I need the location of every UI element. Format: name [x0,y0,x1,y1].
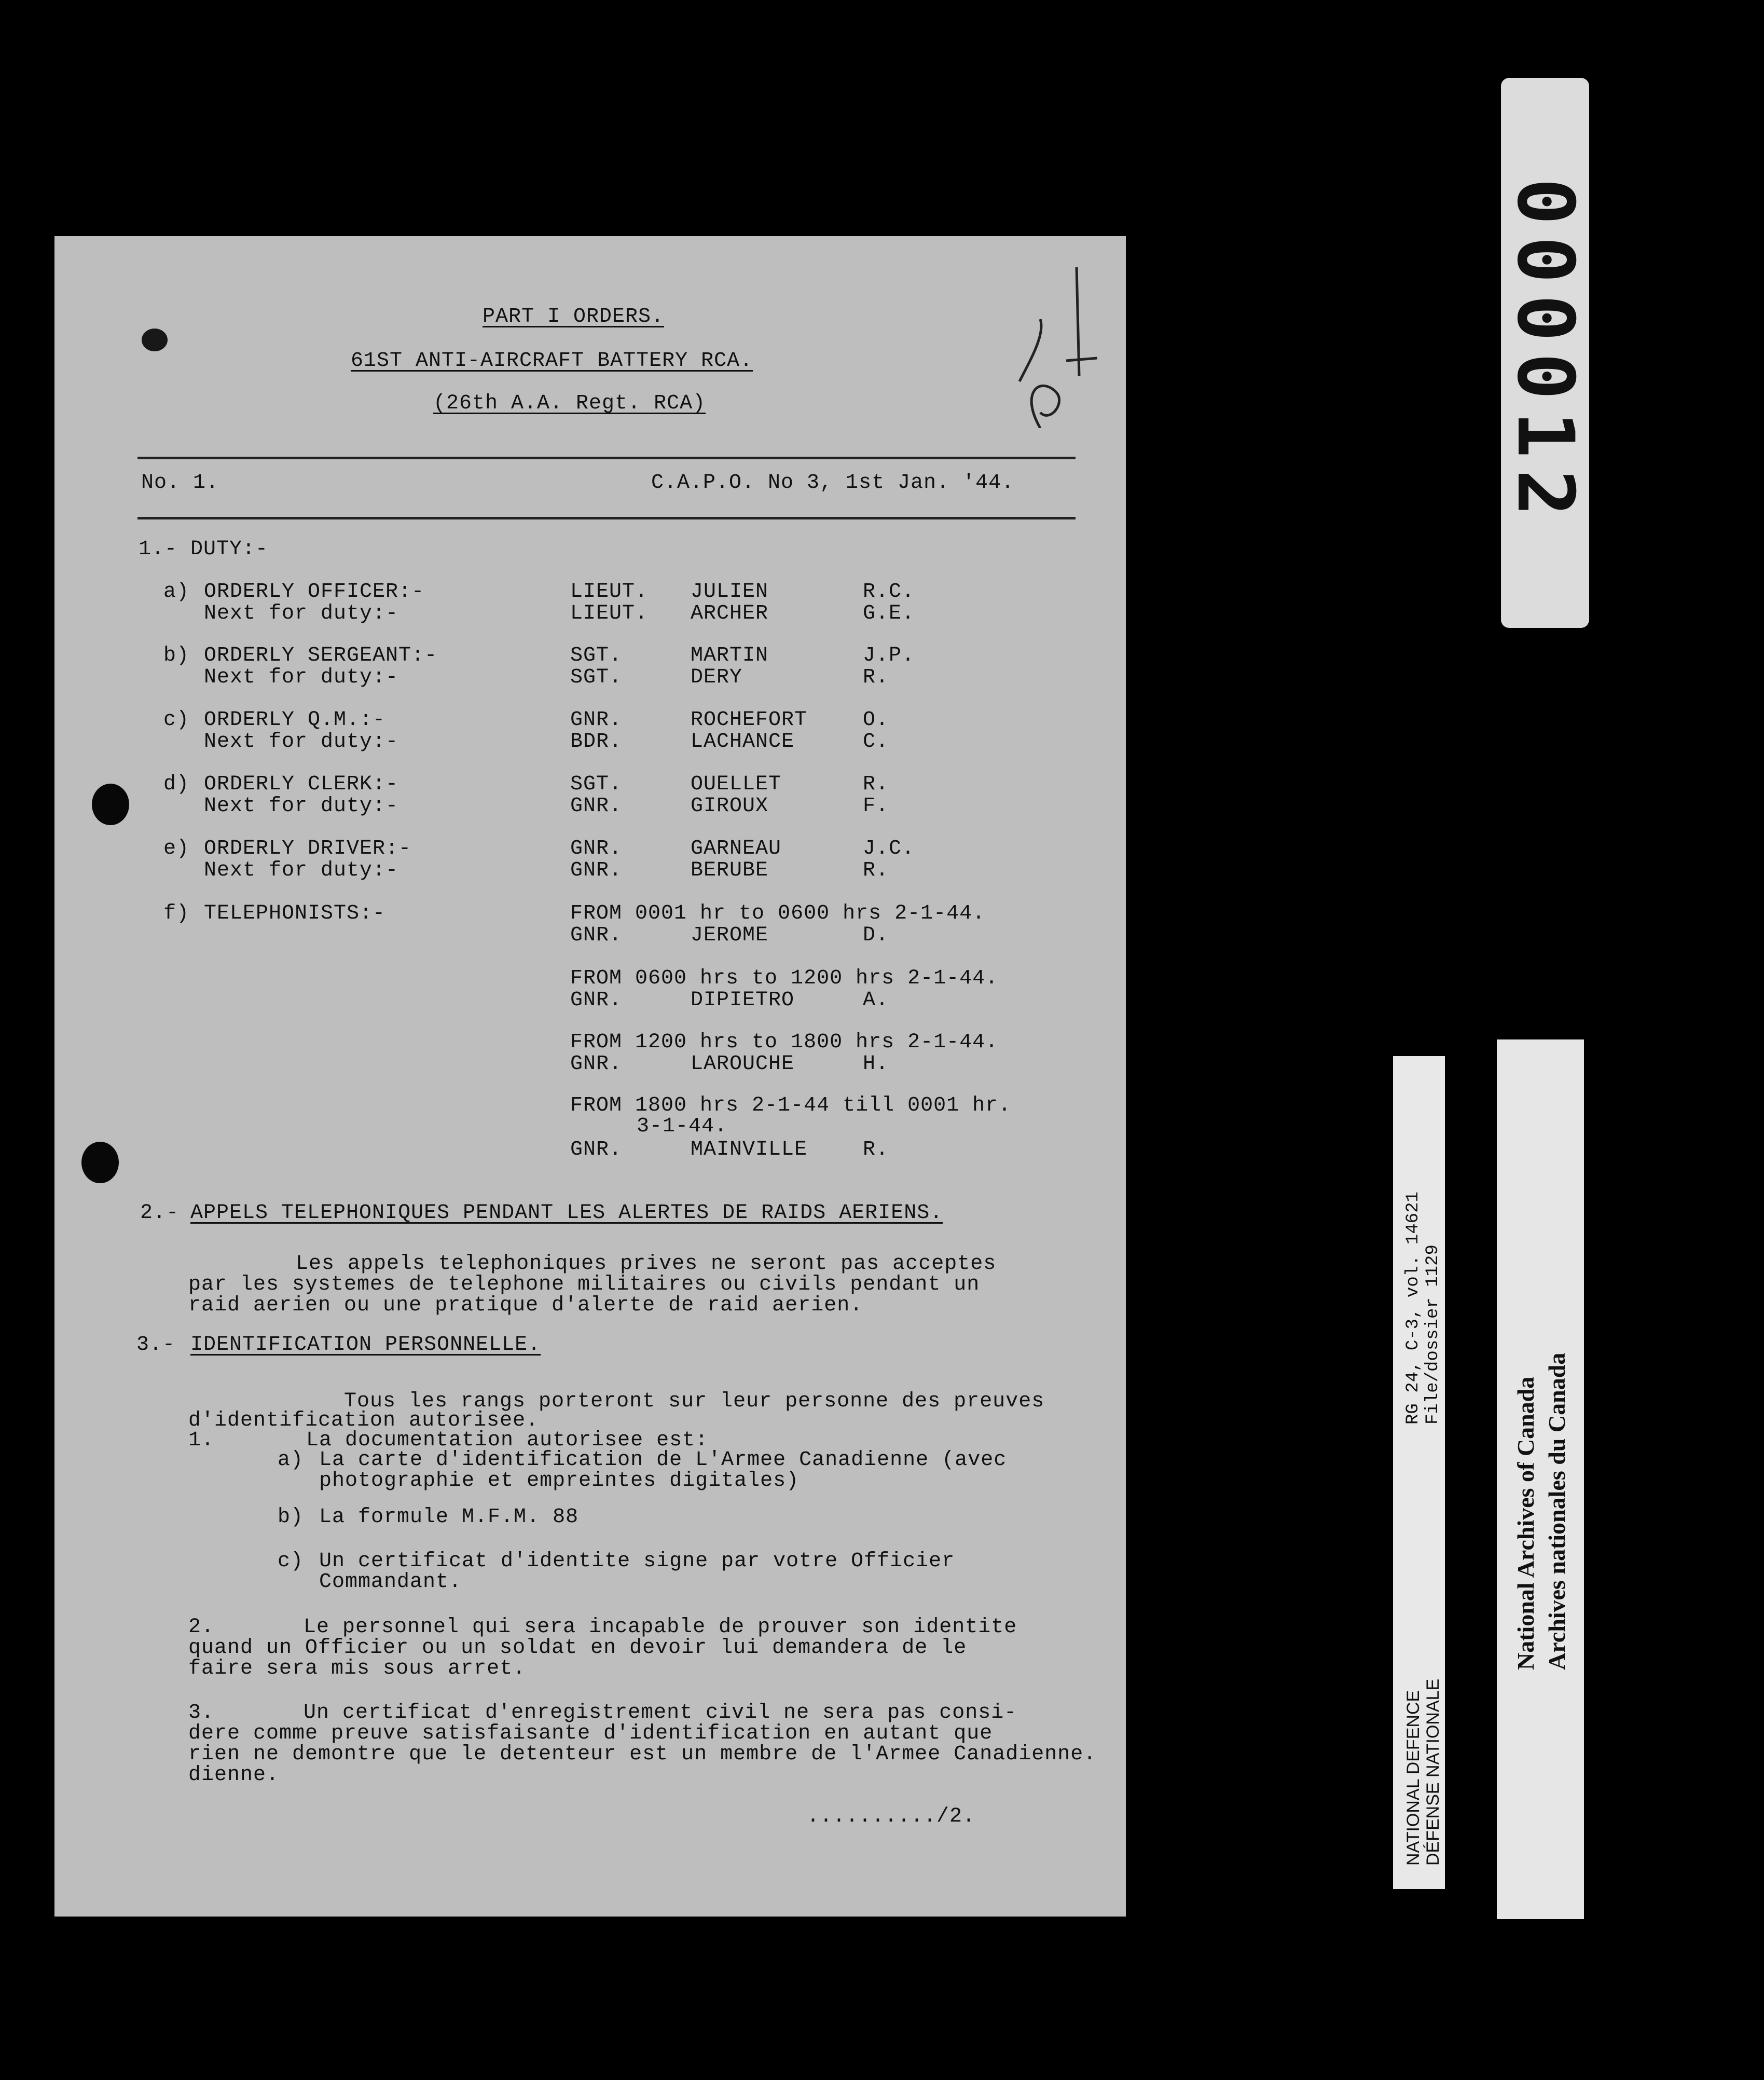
row-init: R. [863,666,889,689]
reference-label [1393,1056,1445,1889]
continuation-mark: ........../2. [807,1805,976,1828]
row-role: Next for duty:- [204,859,399,882]
row-init: R. [863,859,889,882]
row-role: Next for duty:- [204,730,399,754]
row-init: J.C. [863,837,915,860]
row-rank: GNR. [570,708,623,732]
shift-time: FROM 1200 hrs to 1800 hrs 2-1-44. [570,1031,999,1054]
row-rank: SGT. [570,666,623,689]
row-init: G.E. [863,602,915,625]
shift-name: JEROME [691,924,769,947]
row-role: ORDERLY CLERK:- [204,773,399,796]
row-name: GIROUX [691,795,769,818]
item-letter: a) [278,1448,304,1472]
row-init: C. [863,730,889,754]
row-rank: SGT. [570,644,623,667]
paragraph-line: dere comme preuve satisfaisante d'identification en autant que [188,1722,993,1745]
row-letter: e) [163,837,190,860]
row-name: ROCHEFORT [691,708,808,732]
shift-rank: GNR. [570,924,623,947]
order-number: No. 1. [141,471,219,495]
row-letter: f) [163,902,190,925]
item-letter: c) [278,1550,304,1573]
para-number: 1. [188,1429,215,1452]
row-role: Next for duty:- [204,602,399,625]
shift-name: LAROUCHE [691,1052,795,1076]
item-line: La carte d'identification de L'Armee Canadienne (avec [319,1448,1007,1472]
row-name: DERY [691,666,743,689]
department-line: DÉFENSE NATIONALE [1423,1678,1443,1866]
shift-init: D. [863,924,889,947]
paragraph-line: par les systemes de telephone militaires ou civils pendant un [188,1273,980,1296]
item-line: La formule M.F.M. 88 [319,1506,579,1529]
row-role: Next for duty:- [204,666,399,689]
row-role: ORDERLY OFFICER:- [204,580,425,604]
divider [137,517,1076,519]
row-name: ARCHER [691,602,769,625]
row-letter: d) [163,773,190,796]
row-rank: GNR. [570,837,623,860]
row-letter: b) [163,644,190,667]
para-number: 3. [188,1701,215,1725]
shift-rank: GNR. [570,1052,623,1076]
punch-hole [92,784,129,825]
shift-init: R. [863,1138,889,1161]
paragraph-line: rien ne demontre que le detenteur est un membre de l'Armee Canadienne. [188,1743,1097,1766]
row-rank: BDR. [570,730,623,754]
item-line: photographie et empreintes digitales) [319,1469,800,1493]
row-init: R. [863,773,889,796]
item-line: Commandant. [319,1570,462,1594]
row-rank: GNR. [570,795,623,818]
paragraph-line: d'identification autorisee. [188,1409,539,1432]
row-name: LACHANCE [691,730,795,754]
row-letter: c) [163,708,190,732]
shift-time: FROM 1800 hrs 2-1-44 till 0001 hr. [570,1094,1012,1117]
shift-rank: GNR. [570,989,623,1012]
paragraph-line: quand un Officier ou un soldat en devoir lui demandera de le [188,1636,967,1660]
paragraph-line: raid aerien ou une pratique d'alerte de raid aerien. [188,1294,863,1317]
row-name: MARTIN [691,644,769,667]
shift-date: 3-1-44. [637,1115,728,1138]
shift-time: FROM 0001 hr to 0600 hrs 2-1-44. [570,902,986,925]
row-letter: a) [163,580,190,604]
row-rank: GNR. [570,859,623,882]
handwritten-annotation [1009,257,1097,428]
row-init: F. [863,795,889,818]
ink-spot [142,329,168,351]
row-rank: LIEUT. [570,602,649,625]
place-date: C.A.P.O. No 3, 1st Jan. '44. [651,471,1015,495]
item-letter: b) [278,1506,304,1529]
row-rank: SGT. [570,773,623,796]
archive-line: National Archives of Canada [1512,1376,1539,1670]
shift-init: H. [863,1052,889,1076]
paragraph-line: faire sera mis sous arret. [188,1657,526,1680]
frame-number-strip [1501,78,1589,628]
doc-regiment: (26th A.A. Regt. RCA) [433,392,706,415]
row-init: J.P. [863,644,915,667]
archive-label [1497,1039,1584,1919]
section-3-heading: IDENTIFICATION PERSONNELLE. [190,1333,541,1357]
row-name: JULIEN [691,580,769,604]
shift-name: DIPIETRO [691,989,795,1012]
document-page [54,236,1126,1917]
divider [137,457,1076,459]
paragraph-line: Tous les rangs porteront sur leur personne des preuves [344,1390,1045,1413]
department-line: NATIONAL DEFENCE [1403,1690,1423,1866]
paragraph-line: Les appels telephoniques prives ne seront pas acceptes [296,1252,997,1276]
doc-title: PART I ORDERS. [483,305,665,329]
shift-name: MAINVILLE [691,1138,808,1161]
section-2-heading: APPELS TELEPHONIQUES PENDANT LES ALERTES DE RAIDS AERIENS. [190,1201,943,1225]
row-rank: LIEUT. [570,580,649,604]
shift-init: A. [863,989,889,1012]
row-name: BERUBE [691,859,769,882]
doc-unit: 61ST ANTI-AIRCRAFT BATTERY RCA. [351,349,753,373]
row-init: R.C. [863,580,915,604]
item-line: Un certificat d'identite signe par votre Officier [319,1550,955,1573]
archive-line: Archives nationales du Canada [1544,1352,1570,1670]
reference-line: File/dossier 1129 [1423,1244,1443,1425]
telephonists-label: TELEPHONISTS:- [204,902,386,925]
section-2-number: 2.- [140,1201,180,1225]
row-name: GARNEAU [691,837,782,860]
shift-time: FROM 0600 hrs to 1200 hrs 2-1-44. [570,967,999,990]
row-role: Next for duty:- [204,795,399,818]
punch-hole [81,1142,119,1183]
row-role: ORDERLY DRIVER:- [204,837,412,860]
paragraph-line: Un certificat d'enregistrement civil ne sera pas consi- [304,1701,1017,1725]
row-role: ORDERLY Q.M.:- [204,708,386,732]
reference-line: RG 24, C-3, vol. 14621 [1403,1192,1423,1425]
para-number: 2. [188,1616,215,1639]
paragraph-line: La documentation autorisee est: [306,1429,709,1452]
frame-number: 000012 [1500,178,1590,528]
row-role: ORDERLY SERGEANT:- [204,644,438,667]
paragraph-line: Le personnel qui sera incapable de prouver son identite [304,1616,1017,1639]
row-name: OUELLET [691,773,782,796]
paragraph-line: dienne. [188,1763,280,1787]
section-1-heading: 1.- DUTY:- [139,538,269,561]
row-init: O. [863,708,889,732]
section-3-number: 3.- [136,1333,176,1357]
shift-rank: GNR. [570,1138,623,1161]
